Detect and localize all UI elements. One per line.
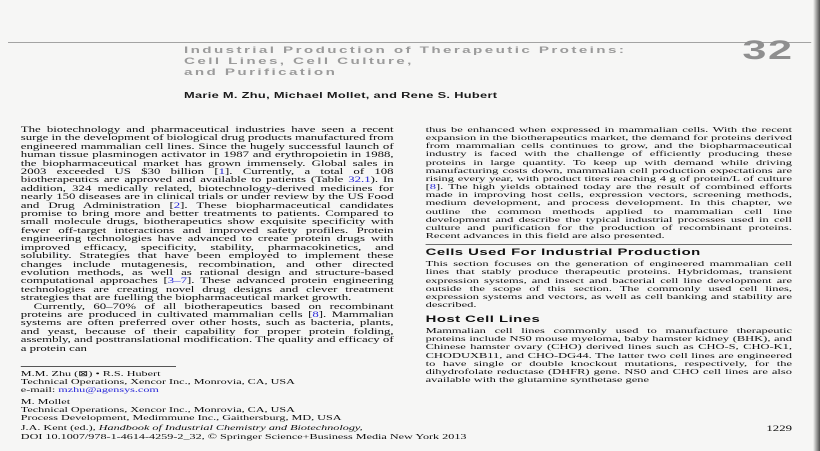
- chapter-title: [184, 45, 626, 78]
- chapter-title-line-1: Industrial Production of Therapeutic Proteins:: [184, 45, 627, 56]
- footnote-email-line: [21, 386, 402, 394]
- text-run: thus be enhanced when expressed in mammalian cells. With the recent expansion in the biotherapeutics market, the demand for proteins derived from mammalian cells continues to grow, and the biopharmaceutical industry is faced with the challenge of efficiently producing these proteins in large quantity. To keep up with demand while driving manufacturing costs down, mammalian cell production expectations are rising every year, with product titers reaching 4 g of protein/L of culture [: [425, 126, 792, 192]
- text-run: ]. Mammalian systems are often preferred over other hosts, such as bacteria, plants, and yeast, because of their capability for proper protein folding, assembly, and posttranslational modification. The quality and efficacy of a protein can: [20, 309, 394, 353]
- citation-link[interactable]: 8: [429, 182, 437, 192]
- footnote-affiliation: Technical Operations, Xencor Inc., Monrovia, CA, USA: [20, 377, 295, 387]
- citation-link[interactable]: 1: [218, 167, 226, 177]
- chapter-title-line-2: Cell Lines, Cell Culture,: [184, 56, 414, 67]
- text-run: ]. Currently, a total of 108 biotherapeutics are approved and available to patients (Table: [20, 167, 394, 185]
- section-heading-rule: [426, 244, 792, 245]
- paragraph-mammalian-hosts: [21, 303, 394, 353]
- paragraph-section-scope: This section focuses on the generation of engineered mammalian cell lines that stably produce therapeutic proteins. Hybridomas, transient expression systems, and insect and bacterial cell line development are outside the scope of this section. The commonly used cell lines, expression systems and vectors, as well as cell banking and stability are described.: [425, 259, 792, 309]
- text-run: Currently, 60–70% of all biotherapeutics based on recombinant proteins are produced in cultivated mammalian cells [: [20, 301, 394, 319]
- author-footnotes: [21, 366, 402, 423]
- right-column: [426, 126, 792, 422]
- text-run: ]. The high yields obtained today are the result of combined efforts made in improving host cells, expression vectors, screening methods, medium development, and process development. In this chapter, we outline the common methods applied to mammalian cell line development and describe the typical industrial processes used in cell culture and purification for the production of recombinant proteins. Recent advances in this field are also presented.: [425, 182, 792, 241]
- email-label: e-mail:: [20, 385, 59, 395]
- chapter-number: 32: [742, 35, 794, 65]
- footnote-group-2: [21, 398, 402, 422]
- paragraph-host-cell-lines: Mammalian cell lines commonly used to manufacture therapeutic proteins include NS0 mouse myeloma, baby hamster kidney (BHK), and Chinese hamster ovary (CHO) derived lines such as CHO-S, CHO-K1, CHODUXB11, and CHO-DG44. The latter two cell lines are engineered to have single or double knockout mutations, respectively, for the dihydrofolate reductase (DHFR) gene. NS0 and CHO cell lines are also available with the glutamine synthetase gene: [425, 326, 792, 385]
- footer-editor: J.A. Kent (ed.),: [20, 423, 99, 432]
- scan-edge-shadow: [813, 0, 820, 451]
- paragraph-intro: [21, 126, 394, 303]
- authors-line: Marie M. Zhu, Michael Mollet, and Rene S. Hubert: [184, 91, 498, 100]
- text-run: ). In addition, 324 medically related, biotechnology-derived medicines for nearly 150 diseases are in clinical trials or under review by the US Food and Drug Administration [: [20, 175, 394, 210]
- citation-link[interactable]: 3–7: [167, 276, 187, 286]
- footnote-author-line: M.M. Zhu (⊠) • R.S. Hubert: [20, 369, 161, 378]
- text-run: The biotechnology and pharmaceutical industries have seen a recent surge in the development of biological drug products manufactured from engineered mammalian cell lines. Since the hugely successful launch of human tissue plasminogen activator in 1987 and erythropoietin in 1988, the biopharmaceutical market has grown immensely. Global sales in 2003 exceeded US $30 billion [: [20, 126, 394, 177]
- page-number: 1229: [766, 424, 792, 433]
- footer-doi-line: DOI 10.1007/978-1-4614-4259-2_32, © Springer Science+Business Media New York 2013: [20, 431, 467, 441]
- footnote-author-line: M. Mollet: [20, 397, 71, 407]
- chapter-title-line-3: and Purification: [184, 67, 338, 78]
- paragraph-intro-continued: [426, 126, 792, 240]
- footnote-affiliation: Technical Operations, Xencor Inc., Monrovia, CA, USA: [20, 405, 295, 415]
- citation-link[interactable]: 8: [312, 309, 319, 319]
- footnote-affiliation: Process Development, Medimmune Inc., Gaithersburg, MD, USA: [20, 413, 342, 423]
- text-run: ]. These biopharmaceutical candidates promise to bring more and better treatments to patients. Compared to small molecule drugs, biotherapeutics show exquisite specificity with fewer off-target interactions and improved safety profiles. Protein engineering technologies have advanced to create protein drugs with improved efficacy, specificity, stability, pharmacokinetics, and solubility. Strategies that have been employed to implement these changes include mutagenesis, recombination, and other directed evolution methods, as well as rational design and structure-based computational approaches [: [20, 200, 394, 286]
- subsection-heading-host-cell-lines: Host Cell Lines: [425, 314, 541, 325]
- section-heading-cells-used: Cells Used For Industrial Production: [425, 247, 701, 258]
- chapter-title-rule: [8, 42, 811, 43]
- text-run: ]. These advanced protein engineering technologies are creating novel drug designs and clever treatment strategies that are fuelling the biopharmaceutical market growth.: [20, 276, 394, 303]
- footnote-group-1: [21, 370, 402, 394]
- citation-link[interactable]: 32.1: [348, 175, 371, 185]
- footnote-rule: [21, 366, 176, 367]
- email-link[interactable]: mzhu@agensys.com: [58, 385, 159, 395]
- footer-book-title: Handbook of Industrial Chemistry and Biotechnology,: [98, 423, 363, 432]
- citation-link[interactable]: 2: [173, 200, 181, 210]
